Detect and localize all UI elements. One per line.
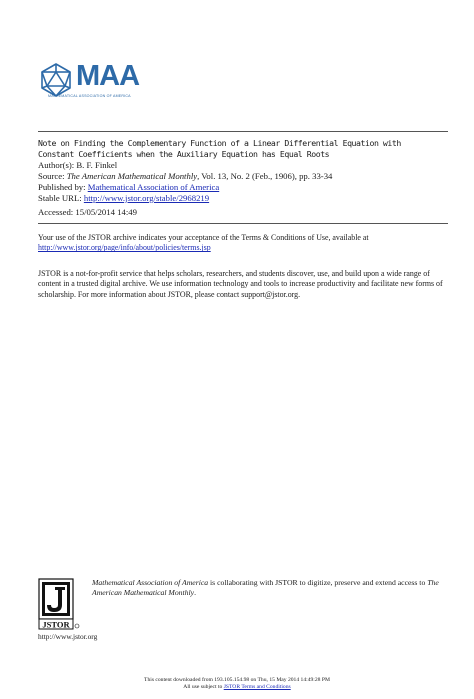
logo-acronym: MAA [76, 60, 140, 92]
divider-middle [38, 223, 448, 224]
jstor-terms-link[interactable]: JSTOR Terms and Conditions [223, 684, 291, 690]
collab-org: Mathematical Association of America [92, 578, 209, 587]
logo-full-name: MATHEMATICAL ASSOCIATION OF AMERICA [48, 94, 131, 98]
usage-notice [0, 684, 474, 691]
accessed-date: 15/05/2014 14:49 [75, 207, 137, 217]
citation-block [38, 138, 450, 218]
collab-middle: is collaborating with JSTOR to digitize, preserve and extend access to [208, 578, 426, 587]
author-line [38, 160, 450, 171]
accessed-label: Accessed: [38, 207, 76, 217]
jstor-logo-text: JSTOR [42, 619, 70, 630]
maa-logo [38, 58, 138, 104]
jstor-logo-icon [38, 578, 80, 630]
icosahedron-icon [38, 62, 74, 98]
terms-notice [38, 233, 450, 254]
publisher-link[interactable]: Mathematical Association of America [87, 182, 220, 192]
collab-end: . [194, 588, 196, 597]
stable-url-label: Stable URL: [38, 193, 84, 203]
terms-text: Your use of the JSTOR archive indicates your acceptance of the Terms & Conditions of Use, available at [38, 233, 369, 242]
publisher-label: Published by: [38, 182, 88, 192]
footer [0, 677, 474, 691]
stable-url-line [38, 193, 450, 204]
collaboration-note [92, 578, 452, 598]
article-title-line-1: Note on Finding the Complementary Function of a Linear Differential Equation with [38, 138, 401, 148]
publisher-line [38, 182, 450, 193]
terms-link[interactable]: http://www.jstor.org/page/info/about/policies/terms.jsp [38, 243, 211, 253]
jstor-url: http://www.jstor.org [38, 632, 98, 641]
author-name: B. F. Finkel [76, 160, 118, 170]
divider-top [38, 131, 448, 132]
usage-prefix: All use subject to [183, 684, 224, 690]
source-label: Source: [38, 171, 67, 181]
stable-url-link[interactable]: http://www.jstor.org/stable/2968219 [83, 193, 210, 203]
author-label: Author(s): [38, 160, 77, 170]
journal-name: The American Mathematical Monthly [66, 171, 198, 181]
jstor-logo [38, 578, 80, 630]
article-title-line-2: Constant Coefficients when the Auxiliary Equation has Equal Roots [38, 149, 330, 159]
collab-journal: The American Mathematical Monthly [92, 578, 439, 597]
source-details: , Vol. 13, No. 2 (Feb., 1906), pp. 33-34 [197, 171, 333, 181]
jstor-about: JSTOR is a not-for-profit service that helps scholars, researchers, and students discover, use, and build upon a wide range of content in a trusted digital archive. We use information technology and tools to increase productivity and facilitate new forms of scholarship. For more information about JSTOR, please contact support@jstor.org. [38, 269, 443, 299]
accessed-line [38, 207, 450, 218]
source-line [38, 171, 450, 182]
download-notice: This content downloaded from 193.105.154.98 on Thu, 15 May 2014 14:49:28 PM [144, 677, 330, 683]
